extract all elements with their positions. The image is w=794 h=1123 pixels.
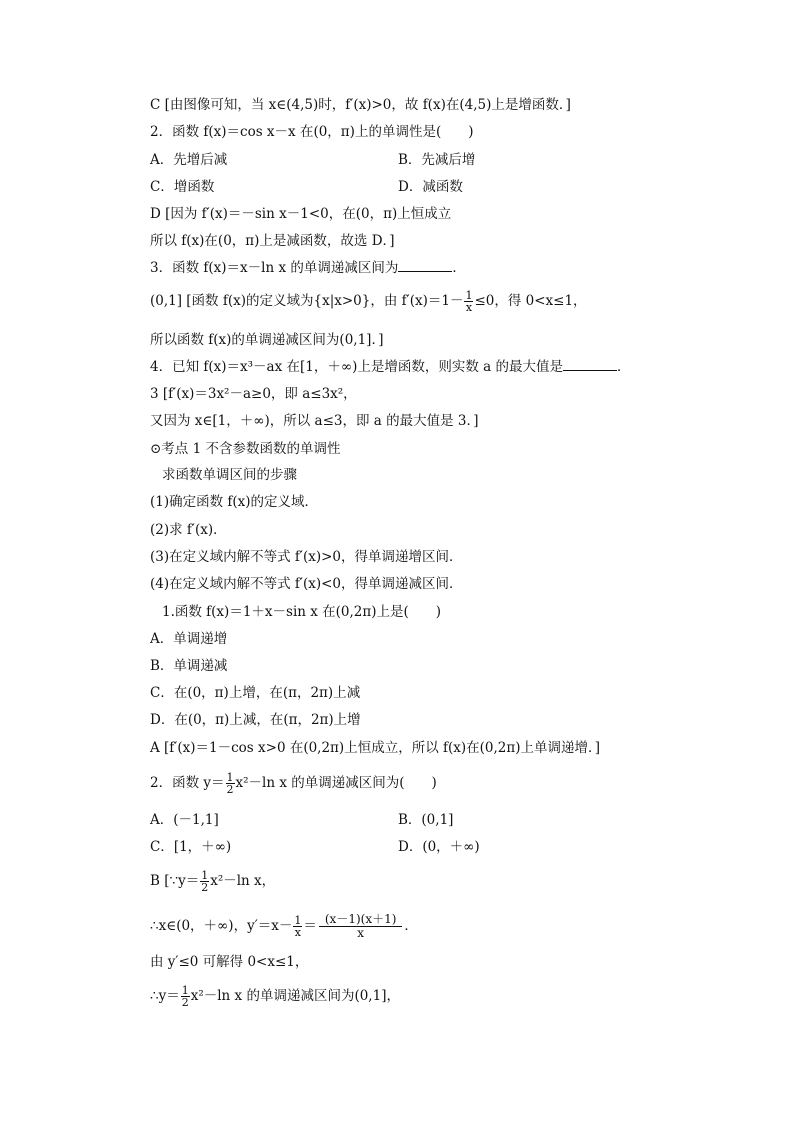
section-heading: ⊙考点 1 不含参数函数的单调性 [150, 441, 341, 457]
answer-line-4 [150, 290, 587, 313]
exercise-2-answer-3: 由 y′≤0 可解得 0<x≤1， [150, 954, 309, 970]
fraction-denominator: x [357, 926, 365, 940]
question-3-end: ． [452, 260, 466, 276]
question-4 [150, 358, 631, 376]
exercise-1-option-d: D．在(0，π)上减，在(π，2π)上增 [150, 712, 361, 728]
exercise-2-answer-1 [150, 870, 275, 893]
fraction-numerator: 1 [201, 869, 209, 882]
question-3-text: 3．函数 f(x)＝x－ln x 的单调递减区间为 [150, 260, 399, 276]
step-4: (4)在定义域内解不等式 f′(x)<0，得单调递减区间． [150, 576, 463, 592]
option-b: B．先减后增 [398, 152, 476, 168]
answer-line-6: 3 [f′(x)＝3x²－a≥0，即 a≤3x²， [150, 386, 357, 402]
answer-blank [398, 259, 452, 272]
answer-text: ∴x∈(0，＋∞)，y′＝x－ [150, 918, 293, 934]
fraction-denominator: 2 [181, 996, 189, 1009]
option-a: A．先增后减 [150, 152, 228, 168]
fraction [464, 290, 473, 313]
fraction-numerator: 1 [226, 771, 234, 784]
question-3 [150, 259, 466, 277]
answer-text: B [∵y＝ [150, 873, 200, 889]
answer-text-end: x²－ln x， [210, 873, 276, 889]
step-2: (2)求 f′(x)． [150, 522, 227, 538]
fraction-numerator: 1 [294, 914, 302, 927]
answer-line-2: D [因为 f′(x)＝－sin x－1<0，在(0，π)上恒成立 [150, 206, 452, 222]
equals-sign: ＝ [303, 918, 317, 934]
exercise-2-text: 2．函数 y＝ [150, 775, 225, 791]
exercise-1: 1.函数 f(x)＝1＋x－sin x 在(0,2π)上是( ) [162, 604, 442, 620]
exercise-2-answer-4 [150, 985, 400, 1008]
fraction-denominator: x [294, 926, 301, 939]
fraction [181, 985, 190, 1008]
answer-text-end: ． [404, 918, 418, 934]
exercise-1-option-a: A．单调递增 [150, 631, 228, 647]
exercise-2-option-a: A．(－1,1] [150, 812, 219, 828]
answer-line-5: 所以函数 f(x)的单调递减区间为(0,1]．] [150, 332, 384, 348]
answer-4-end: ≤0，得 0<x≤1， [474, 293, 587, 309]
step-3: (3)在定义域内解不等式 f′(x)>0，得单调递增区间． [150, 549, 463, 565]
exercise-1-option-b: B．单调递减 [150, 658, 228, 674]
exercise-2-option-c: C．[1，＋∞) [150, 839, 232, 855]
answer-4-text: (0,1] [函数 f(x)的定义域为{x|x>0}，由 f′(x)＝1－ [150, 293, 464, 309]
fraction [293, 915, 302, 938]
question-4-text: 4．已知 f(x)＝x³－ax 在[1，＋∞)上是增函数，则实数 a 的最大值是 [150, 359, 564, 375]
answer-line-7: 又因为 x∈[1，＋∞)，所以 a≤3，即 a 的最大值是 3．] [150, 413, 479, 429]
answer-text-end: x²－ln x 的单调递减区间为(0,1]， [190, 988, 400, 1004]
question-4-end: ． [617, 359, 631, 375]
answer-text: ∴y＝ [150, 988, 180, 1004]
fraction-numerator: 1 [181, 984, 189, 997]
exercise-1-answer: A [f′(x)＝1－cos x>0 在(0,2π)上恒成立，所以 f(x)在(0,2π)上单调递增．] [150, 740, 601, 756]
option-d: D．减函数 [398, 179, 463, 195]
fraction [226, 772, 235, 795]
answer-line-3: 所以 f(x)在(0，π)上是减函数，故选 D．] [150, 233, 395, 249]
step-1: (1)确定函数 f(x)的定义域． [150, 494, 319, 510]
fraction [200, 870, 209, 893]
fraction-numerator: (x－1)(x＋1) [319, 913, 403, 927]
steps-title: 求函数单调区间的步骤 [162, 467, 297, 483]
answer-line-1: C [由图像可知，当 x∈(4,5)时，f′(x)>0，故 f(x)在(4,5)上是增函数．] [150, 97, 571, 113]
exercise-2-answer-2 [150, 913, 418, 940]
exercise-2-option-d: D．(0，＋∞) [398, 839, 480, 855]
exercise-2 [150, 772, 437, 795]
fraction-denominator: 2 [226, 783, 234, 796]
fraction-denominator: 2 [201, 881, 209, 894]
fraction-denominator: x [465, 301, 473, 314]
exercise-2-end: x²－ln x 的单调递减区间为( ) [235, 775, 437, 791]
fraction-numerator: 1 [465, 289, 473, 302]
question-2: 2．函数 f(x)＝cos x－x 在(0，π)上的单调性是( ) [150, 124, 474, 140]
answer-blank [563, 358, 617, 371]
option-c: C．增函数 [150, 179, 215, 195]
fraction-wide [319, 913, 403, 940]
exercise-2-option-b: B．(0,1] [398, 812, 454, 828]
exercise-1-option-c: C．在(0，π)上增，在(π，2π)上减 [150, 685, 361, 701]
